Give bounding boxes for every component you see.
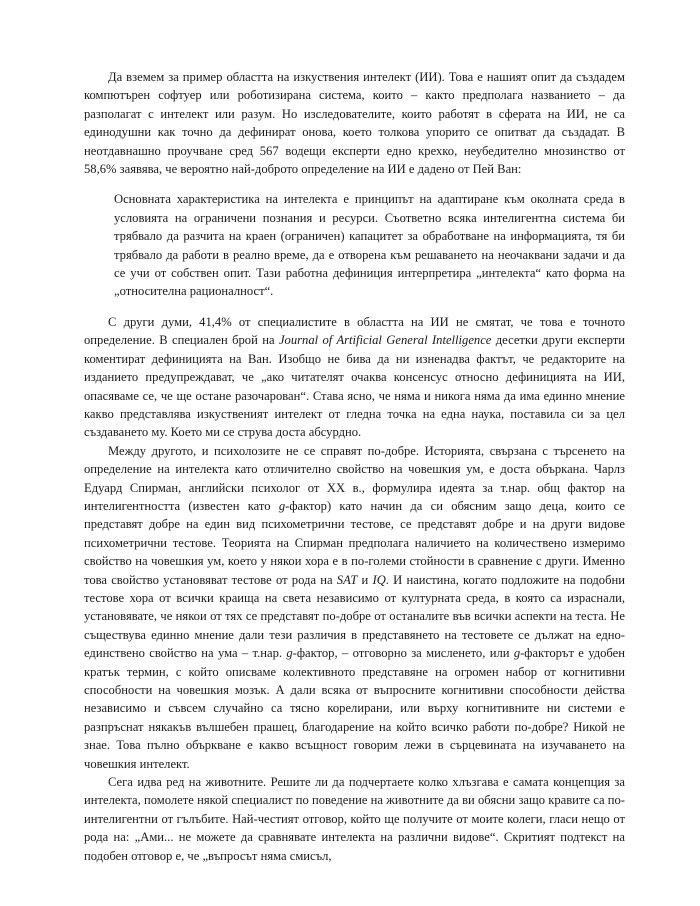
g-factor-italic-3: g: [513, 646, 521, 661]
paragraph-2-text-a: С други думи, 41,4% от специалистите в областта на ИИ не смятат, че това е точното определение. В специален брой на: [84, 314, 625, 348]
paragraph-3-text-b: -фактор) като начин да си обясним защо деца, които се представят добре на един вид психометрични тестове, се представят добре и на други видове психометрични тестове. Теорията на Спирман предполага наличието на количествено измеримо свойство на човешкия ум, което у някои хора е в по-големи стойности в сравнение с други. Именно това свойство установяват тестове от рода на: [84, 498, 625, 587]
paragraph-3: [84, 442, 625, 773]
document-page: [84, 68, 625, 865]
paragraph-3-text-d: -фактор, – отговорно за мисленето, или: [292, 646, 514, 661]
iq-italic: IQ: [372, 572, 386, 587]
journal-title: Journal of Artificial General Intelligence: [278, 333, 492, 348]
paragraph-3-text-a: Между другото, и психолозите не се справят по-добре. Историята, свързана с търсенето на определение на интелекта като отличително свойство на човешкия ум, е доста объркана. Чарлз Едуард Спирман, английски психолог от XX в., формулира идеята за т.нар. общ фактор на интелигентността (известен като: [84, 443, 625, 513]
paragraph-3-and: и: [357, 572, 373, 587]
paragraph-2-text-b: десетки други експерти коментират дефиницията на Ван. Изобщо не бива да ни изненадва фактът, че редакторите на изданието предупреждават, че „ако читателят очаква консенсус относно дефиницията на ИИ, опасяваме се, че ще остане разочарован“. Става ясно, че няма и никога няма да има единно мнение какво представлява изкуственият интелект от гледна точка на една наука, поставила си за цел създаването му. Което ми се струва доста абсурдно.: [84, 333, 625, 440]
paragraph-4: Сега идва ред на животните. Решите ли да подчертаете колко хлъзгава е самата концепция за интелекта, помолете някой специалист по поведение на животните да ви обясни защо кравите са по-интелигентни от гълъбите. Най-честият отговор, който ще получите от моите колеги, гласи нещо от рода на: „Ами... не можете да сравнявате интелекта на различни видове“. Скритият подтекст на подобен отговор е, че „въпросът няма смисъл,: [84, 775, 625, 863]
g-factor-italic-2: g: [286, 646, 293, 661]
block-quote: Основната характеристика на интелекта е принципът на адаптиране към околната среда в условията на ограничени познания и ресурси. Съответно всяка интелигентна система би трябвало да разчита на краен (ограничен) капацитет за обработване на информацията, тя би трябвало да работи в реално време, да е отворена към решаването на неочаквани задачи и да се учи от собствен опит. Тази работна дефиниция интерпретира „интелекта“ като форма на „относителна рационалност“.: [114, 192, 625, 299]
paragraph-2: [84, 313, 625, 442]
sat-italic: SAT: [336, 572, 358, 587]
paragraph-1: Да вземем за пример областта на изкуствения интелект (ИИ). Това е нашият опит да създадем компютърен софтуер или роботизирана система, които – както предполага названието – да разполагат с интелект или разум. Но изследователите, които работят в сферата на ИИ, не са единодушни как точно да дефинират онова, което толкова упорито се опитват да създадат. В неотдавнашно проучване сред 567 водещи експерти едно крехко, неубедително мнозинство от 58,6% заявява, че вероятно най-доброто определение на ИИ е дадено от Пей Ван:: [84, 70, 625, 177]
paragraph-3-text-c: . И наистина, когато подложите на подобни тестове хора от всички краища на света независимо от културната среда, в която са израснали, установявате, че някои от тях се представят по-добре от останалите във всички аспекти на теста. Не съществува единно мнение дали тези различия в представянето на тестовете се дължат на едно-единствено свойство на ума – т.нар.: [84, 572, 625, 661]
paragraph-3-text-e: -факторът е удобен кратък термин, с който описваме колективното представяне на огромен набор от когнитивни способности на човешкия мозък. А дали всяка от въпросните когнитивни способности действа независимо и съвсем случайно са тясно корелирани, или върху когнитивните ни системи е разпръснат някакъв вълшебен прашец, благодарение на който всичко работи по-добре? Никой не знае. Това пълно объркване е какво всъщност говорим лежи в сърцевината на изучаването на човешкия интелект.: [84, 646, 625, 771]
g-factor-italic-1: g: [278, 498, 286, 513]
